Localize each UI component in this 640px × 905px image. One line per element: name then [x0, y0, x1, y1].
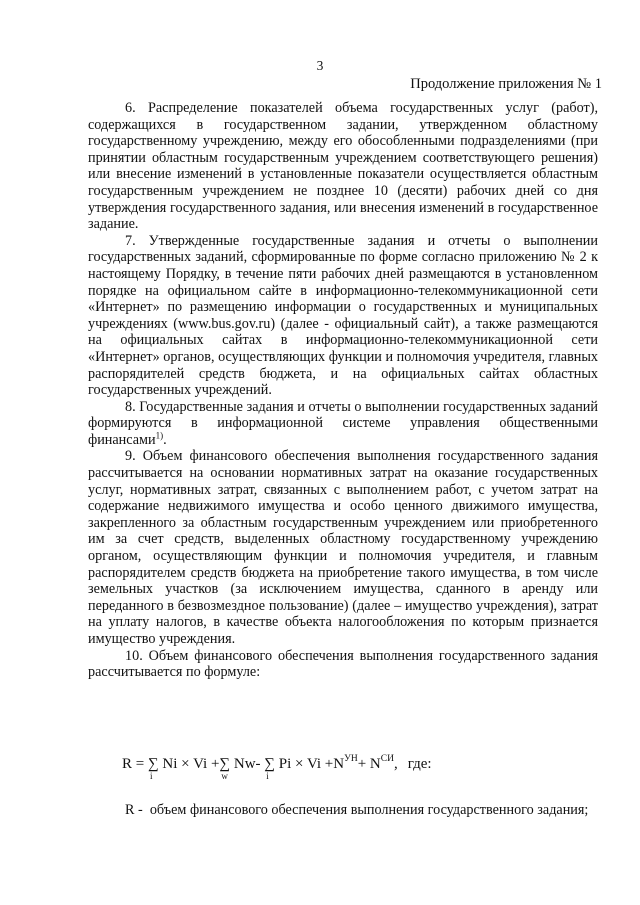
- formula-where: где:: [407, 756, 432, 772]
- sum-index-i-1: i: [149, 771, 153, 781]
- paragraph-6: 6. Распределение показателей объема государственных услуг (работ), содержащихся в государственном задании, утвержденном областному государственному учреждению, между его обособленными подразделениями (при принятии областным государственным учреждением соответствующего решения) или внесение изменений в установленные показатели осуществляется областным государственным учреждением не позднее 10 (десяти) рабочих дней со дня утверждения государственного задания, или внесения изменений в государственное задание.: [88, 100, 598, 233]
- paragraph-7: 7. Утвержденные государственные задания и отчеты о выполнении государственных заданий, сформированные по форме согласно приложению № 2 к настоящему Порядку, в течение пяти рабочих дней размещаются в установленном порядке на официальном сайте в информационно-телекоммуникационной сети «Интернет» по размещению информации о государственных и муниципальных учреждениях (www.bus.gov.ru) (далее - официальный сайт), а также размещаются на официальных сайтах в информационно-телекоммуникационной сети «Интернет» органов, осуществляющих функции и полномочия учредителя, главных распорядителей средств бюджета, и на официальных сайтах областных государственных учреждений.: [88, 232, 598, 399]
- formula-term-4: + N: [357, 756, 381, 772]
- paragraph-8-end: .: [163, 431, 167, 448]
- sum-sign-i-1: [147, 756, 159, 781]
- r-definition-text: объем финансового обеспечения выполнения государственного задания;: [149, 802, 589, 818]
- paragraph-10: 10. Объем финансового обеспечения выполнения государственного задания рассчитывается по формуле:: [88, 647, 598, 681]
- paragraph-8: [88, 399, 598, 449]
- sum-index-i-2: i: [266, 771, 269, 781]
- funding-formula: [122, 754, 432, 781]
- formula-term-3: Pi × Vi +N: [278, 756, 345, 772]
- formula-lhs: R =: [122, 756, 148, 772]
- sum-sign-w: [219, 756, 231, 781]
- sigma-glyph: ∑: [264, 756, 275, 772]
- sigma-glyph: ∑: [147, 756, 159, 772]
- r-symbol: R -: [125, 802, 143, 818]
- formula-term-1: Ni × Vi +: [162, 756, 220, 772]
- body-text: [88, 100, 598, 681]
- paragraph-9: 9. Объем финансового обеспечения выполнения государственного задания рассчитывается на основании нормативных затрат на оказание государственных услуг, нормативных затрат, связанных с выполнением работ, с учетом затрат на содержание недвижимого имущества и особо ценного движимого имущества, закрепленного за областным государственным учреждением или приобретенного им за счет средств, выделенных областному государственному учреждению органом, осуществляющим функции и полномочия учредителя, и главным распорядителем средств бюджета на приобретение такого имущества, в том числе земельных участков (за исключением имущества, сданного в аренду или переданного в безвозмездное пользование) (далее – имущество учреждения), затрат на уплату налогов, в качестве объекта налогообложения по которым признается имущество учреждения.: [88, 448, 598, 647]
- sum-index-w: w: [221, 771, 228, 781]
- r-definition: [88, 802, 598, 819]
- page-number: 3: [316, 58, 324, 73]
- sigma-glyph: ∑: [219, 756, 231, 772]
- appendix-continuation-label: Продолжение приложения № 1: [410, 76, 602, 92]
- formula-term-2: Nw-: [233, 756, 261, 772]
- footnote-marker: 1): [155, 430, 164, 441]
- formula-tail: ,: [393, 756, 398, 772]
- superscript-si: СИ: [380, 754, 394, 764]
- sum-sign-i-2: [264, 756, 275, 781]
- paragraph-8-text: 8. Государственные задания и отчеты о выполнении государственных заданий формируются в информационной системе управления общественными финансами: [88, 398, 598, 448]
- superscript-un: УН: [344, 754, 358, 764]
